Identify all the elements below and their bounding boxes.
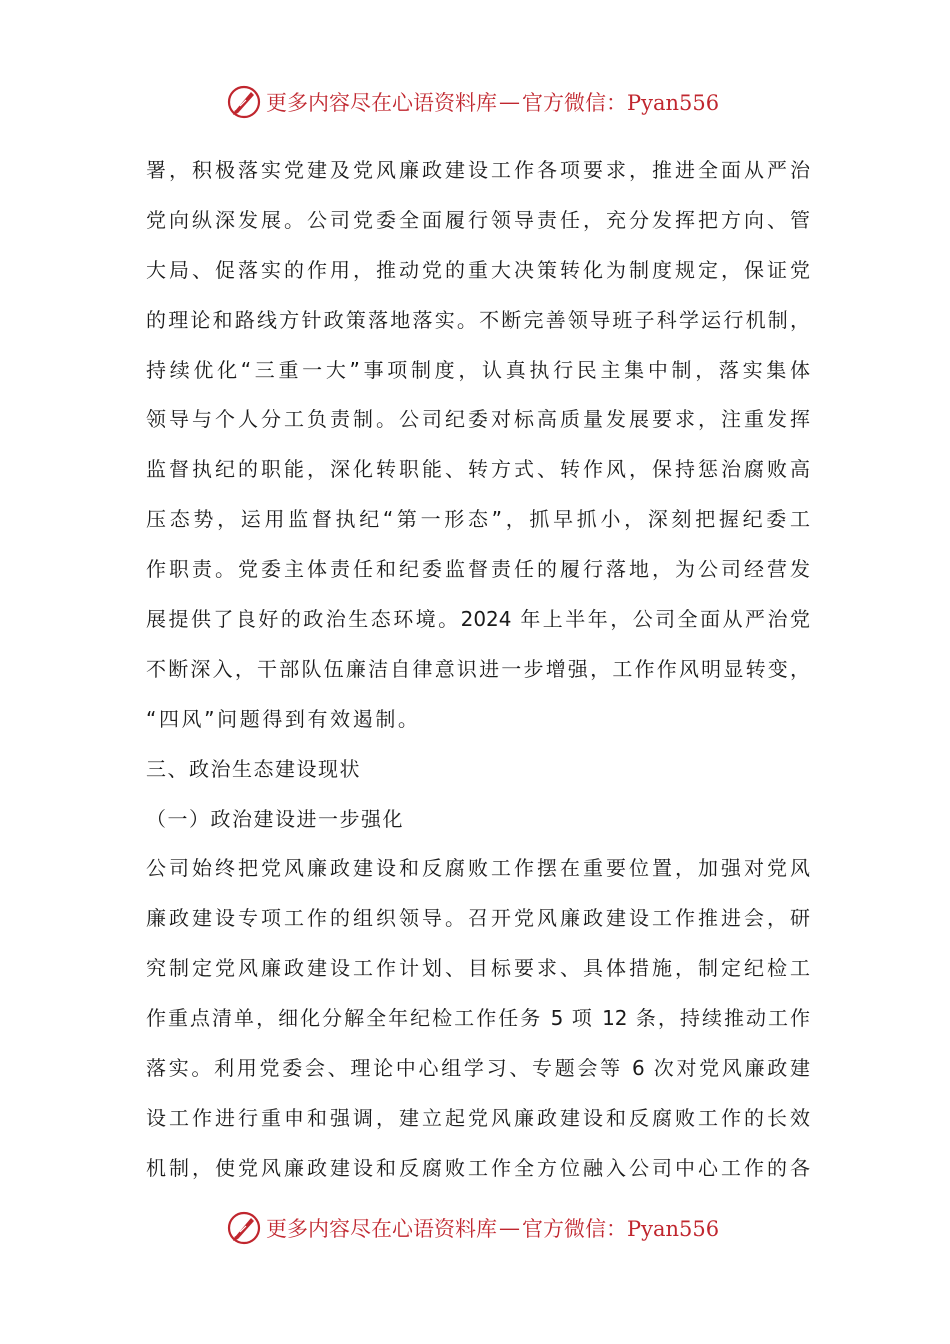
body-line: 作重点清单，细化分解全年纪检工作任务 5 项 12 条，持续推动工作 (146, 1006, 810, 1031)
header-watermark (226, 82, 719, 122)
watermark-contact: 官方微信：Pyan556 (522, 91, 720, 115)
body-line: 监督执纪的职能，深化转职能、转方式、转作风，保持惩治腐败高 (146, 457, 810, 482)
section-heading: 三、政治生态建设现状 (146, 756, 361, 781)
watermark-contact: 官方微信：Pyan556 (522, 1217, 720, 1241)
watermark-brand: 更多内容尽在心语资料库 (266, 91, 497, 115)
body-line: 的理论和路线方针政策落地落实。不断完善领导班子科学运行机制， (146, 307, 810, 332)
body-line: 作职责。党委主体责任和纪委监督责任的履行落地，为公司经营发 (146, 557, 810, 582)
body-line: 压态势，运用监督执纪“第一形态”，抓早抓小，深刻把握纪委工 (146, 507, 810, 532)
body-line: 展提供了良好的政治生态环境。2024 年上半年，公司全面从严治党 (146, 607, 810, 632)
watermark-separator: — (499, 90, 520, 114)
body-line: 党向纵深发展。公司党委全面履行领导责任，充分发挥把方向、管 (146, 207, 810, 232)
subsection-heading: （一）政治建设进一步强化 (146, 806, 404, 831)
footer-watermark (226, 1208, 719, 1248)
body-line: 设工作进行重申和强调，建立起党风廉政建设和反腐败工作的长效 (146, 1105, 810, 1130)
body-line: 机制，使党风廉政建设和反腐败工作全方位融入公司中心工作的各 (146, 1155, 810, 1180)
quill-pen-logo-icon (226, 84, 262, 120)
watermark-separator: — (499, 1216, 520, 1240)
body-line: 不断深入，干部队伍廉洁自律意识进一步增强，工作作风明显转变， (146, 656, 810, 681)
body-line: 落实。利用党委会、理论中心组学习、专题会等 6 次对党风廉政建 (146, 1056, 810, 1081)
body-line: 大局、促落实的作用，推动党的重大决策转化为制度规定，保证党 (146, 257, 810, 282)
body-line: “四风”问题得到有效遏制。 (146, 706, 421, 731)
body-line: 持续优化“三重一大”事项制度，认真执行民主集中制，落实集体 (146, 357, 810, 382)
watermark-brand: 更多内容尽在心语资料库 (266, 1217, 497, 1241)
document-body (146, 146, 810, 1194)
body-line: 廉政建设专项工作的组织领导。召开党风廉政建设工作推进会，研 (146, 906, 810, 931)
body-line: 署，积极落实党建及党风廉政建设工作各项要求，推进全面从严治 (146, 158, 810, 182)
quill-pen-logo-icon (226, 1210, 262, 1246)
body-line: 领导与个人分工负责制。公司纪委对标高质量发展要求，注重发挥 (146, 407, 810, 432)
body-line: 究制定党风廉政建设工作计划、目标要求、具体措施，制定纪检工 (146, 956, 810, 981)
body-line: 公司始终把党风廉政建设和反腐败工作摆在重要位置，加强对党风 (146, 856, 810, 881)
